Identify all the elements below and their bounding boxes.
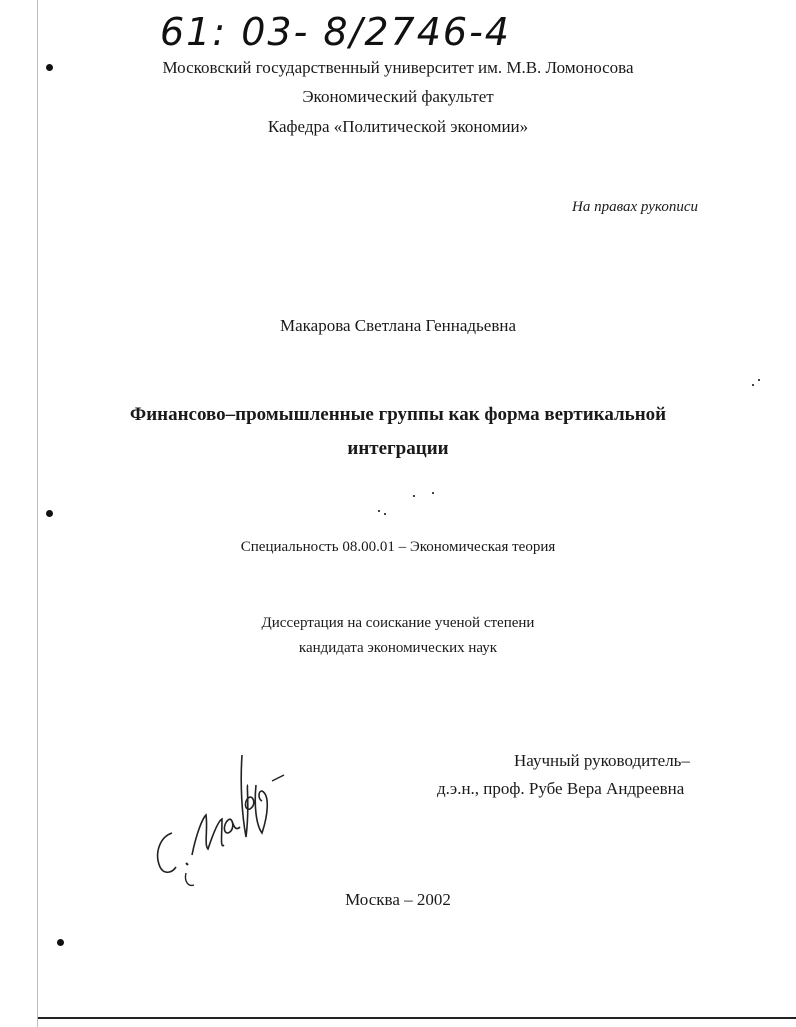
specialty: Специальность 08.00.01 – Экономическая теория bbox=[240, 539, 556, 555]
manuscript-rights-note: На правах рукописи bbox=[572, 199, 698, 215]
degree-line1: Диссертация на соискание ученой степени bbox=[261, 615, 535, 631]
page-bottom-edge bbox=[38, 1017, 796, 1019]
binding-margin-line bbox=[37, 0, 38, 1027]
scan-speck bbox=[413, 495, 415, 497]
scan-speck bbox=[378, 510, 380, 512]
scan-speck bbox=[752, 384, 754, 386]
degree-line2: кандидата экономических наук bbox=[298, 640, 498, 656]
scan-speck bbox=[758, 379, 760, 381]
dissertation-title-line2: интеграции bbox=[347, 438, 449, 459]
supervisor-name: д.э.н., проф. Рубе Вера Андреевна bbox=[437, 779, 685, 798]
handwritten-signature bbox=[150, 745, 290, 890]
author-name: Макарова Светлана Геннадьевна bbox=[280, 316, 516, 335]
university-name: Московский государственный университет им. М.В. Ломоносова bbox=[162, 58, 634, 77]
punch-hole-middle bbox=[46, 510, 53, 517]
archive-number-handwritten: 61: 03- 8/2746-4 bbox=[160, 10, 511, 54]
scan-speck bbox=[432, 492, 434, 494]
department-name: Кафедра «Политической экономии» bbox=[267, 117, 529, 136]
place-and-year: Москва – 2002 bbox=[345, 890, 451, 909]
signature-drawing bbox=[150, 745, 290, 890]
faculty-name: Экономический факультет bbox=[302, 87, 494, 106]
scan-speck bbox=[384, 513, 386, 515]
dissertation-title-line1: Финансово–промышленные группы как форма вертикальной bbox=[129, 404, 667, 425]
supervisor-role: Научный руководитель– bbox=[514, 751, 690, 770]
punch-hole-bottom bbox=[57, 939, 64, 946]
